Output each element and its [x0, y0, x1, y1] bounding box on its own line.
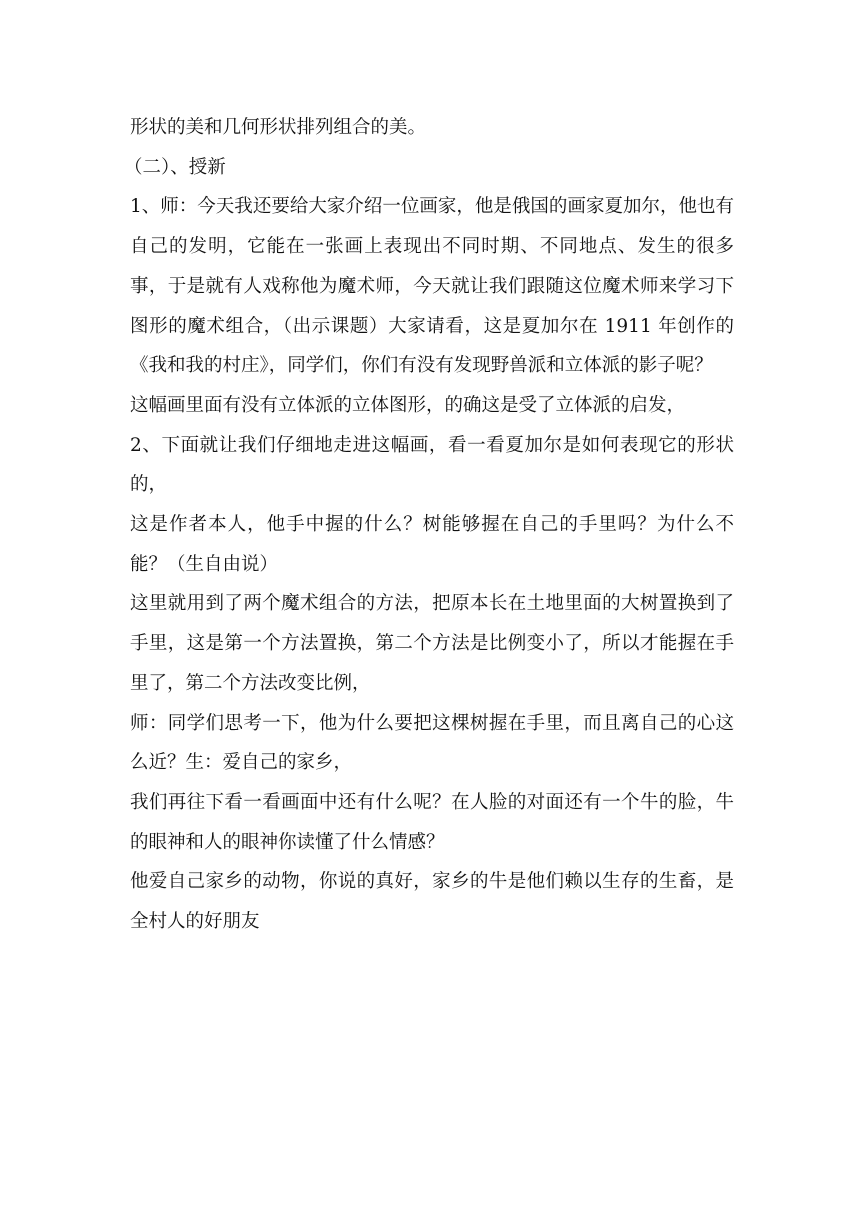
paragraph-teacher-introduces-chagall: 1、师：今天我还要给大家介绍一位画家，他是俄国的画家夏加尔，他也有自己的发明，它能在一张画上表现出不同时期、不同地点、发生的很多事，于是就有人戏称他为魔术师，今天就让我们跟随这位魔术师来学习下图形的魔术组合，（出示课题）大家请看，这是夏加尔在 1911 年创作的《我和我的村庄》，同学们，你们有没有发现野兽派和立体派的影子呢？: [130, 196, 734, 377]
paragraph-intro-continuation: 形状的美和几何形状排列组合的美。: [130, 117, 427, 138]
paragraph-tree-in-hand-question: 这是作者本人，他手中握的什么？树能够握在自己的手里吗？为什么不能？（生自由说）: [130, 514, 734, 575]
paragraph-cubism-inspiration: 这幅画里面有没有立体派的立体图形，的确这是受了立体派的启发，: [130, 394, 686, 416]
paragraph-love-of-hometown-animals: 他爱自己家乡的动物，你说的真好，家乡的牛是他们赖以生存的生畜，是全村人的好朋友: [130, 871, 734, 933]
paragraph-magic-combination-methods: 这里就用到了两个魔术组合的方法，把原本长在土地里面的大树置换到了手里，这是第一个方法置换，第二个方法是比例变小了，所以才能握在手里了，第二个方法改变比例，: [130, 593, 734, 694]
document-body: [124, 108, 734, 942]
paragraph-cow-face: 我们再往下看一看画面中还有什么呢？在人脸的对面还有一个牛的脸，牛的眼神和人的眼神你读懂了什么情感？: [130, 791, 734, 853]
section-heading-new-lesson: （二）、授新: [124, 156, 226, 178]
paragraph-examine-painting: 2、下面就让我们仔细地走进这幅画，看一看夏加尔是如何表现它的形状的，: [130, 434, 734, 496]
paragraph-think-about-tree: 师：同学们思考一下，他为什么要把这棵树握在手里，而且离自己的心这么近？生：爱自己的家乡，: [130, 712, 734, 774]
